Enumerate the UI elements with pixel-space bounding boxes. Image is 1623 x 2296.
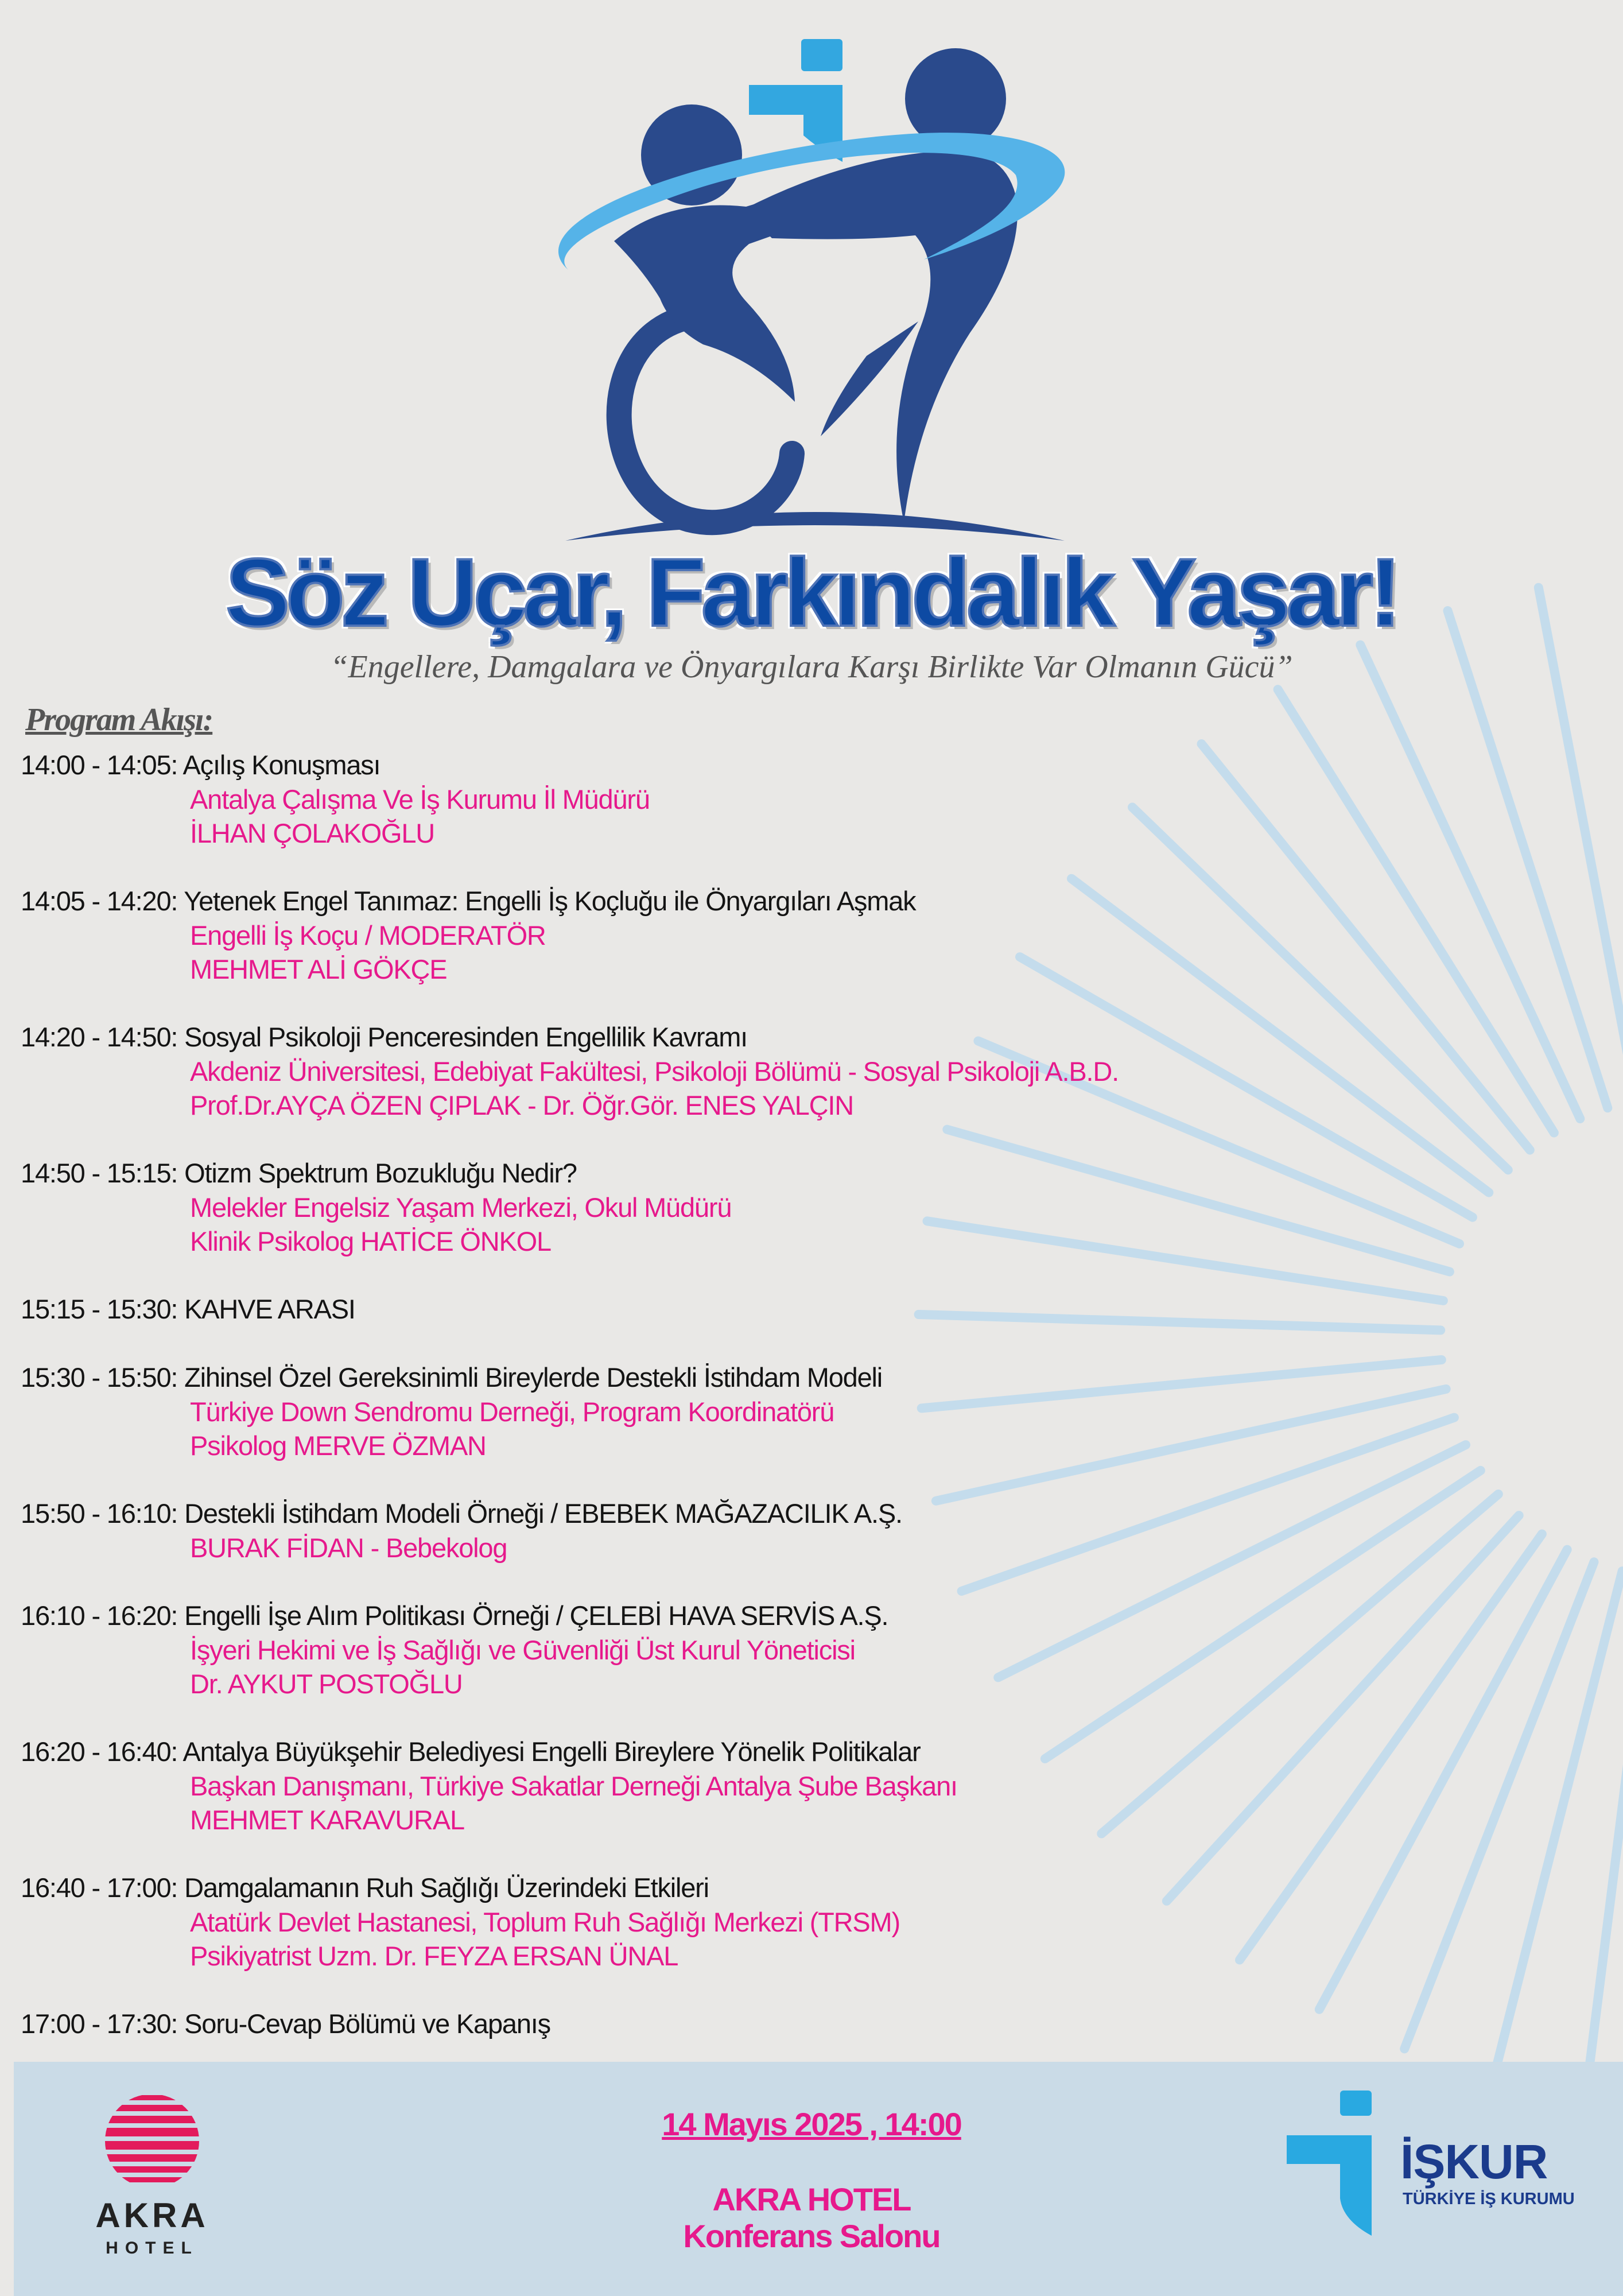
schedule-time: 16:10 - 16:20: — [21, 1600, 178, 1631]
schedule-item — [21, 1020, 1168, 1122]
schedule-title: Destekli İstihdam Modeli Örneği / EBEBEK MAĞAZACILIK A.Ş. — [184, 1498, 902, 1529]
schedule-speaker-line: Klinik Psikolog HATİCE ÖNKOL — [190, 1226, 551, 1256]
schedule-item-heading — [21, 1020, 1168, 1054]
sunburst-ray — [1167, 1515, 1519, 1901]
schedule-speaker-line: Psikiyatrist Uzm. Dr. FEYZA ERSAN ÜNAL — [190, 1941, 678, 1971]
schedule-speaker-line: Akdeniz Üniversitesi, Edebiyat Fakültesi, Psikoloji Bölümü - Sosyal Psikoloji A.B.D. — [190, 1056, 1119, 1087]
schedule-speaker-line: MEHMET KARAVURAL — [190, 1805, 464, 1835]
schedule-time: 15:30 - 15:50: — [21, 1362, 178, 1393]
venue-line-2: Konferans Salonu — [683, 2218, 940, 2254]
schedule-item — [21, 1735, 1168, 1837]
iskur-brand-sub: TÜRKİYE İŞ KURUMU — [1403, 2190, 1575, 2208]
schedule-item — [21, 884, 1168, 986]
schedule-item — [21, 1496, 1168, 1565]
program-heading: Program Akışı: — [25, 702, 213, 738]
schedule-item-heading — [21, 1156, 1168, 1190]
schedule-speaker-line: Prof.Dr.AYÇA ÖZEN ÇIPLAK - Dr. Öğr.Gör. ENES YALÇIN — [190, 1090, 853, 1120]
schedule-speaker-line: Melekler Engelsiz Yaşam Merkezi, Okul Müdürü — [190, 1192, 732, 1223]
schedule-item-heading — [21, 2007, 1168, 2041]
iskur-brand-name: İŞKUR — [1400, 2135, 1548, 2189]
event-logo — [517, 34, 1119, 563]
schedule-item-heading — [21, 884, 1168, 918]
schedule-speaker-line: Başkan Danışmanı, Türkiye Sakatlar Derneği Antalya Şube Başkanı — [190, 1771, 957, 1801]
schedule-time: 14:20 - 14:50: — [21, 1022, 178, 1052]
schedule-speaker-line: Dr. AYKUT POSTOĞLU — [190, 1669, 463, 1699]
schedule-speaker-line: İşyeri Hekimi ve İş Sağlığı ve Güvenliği Üst Kurul Yöneticisi — [190, 1635, 855, 1665]
schedule-time: 16:40 - 17:00: — [21, 1872, 178, 1903]
schedule-speaker-line: Antalya Çalışma Ve İş Kurumu İl Müdürü — [190, 784, 650, 815]
event-date-time: 14 Mayıs 2025 , 14:00 — [662, 2106, 961, 2142]
schedule-item — [21, 1292, 1168, 1327]
schedule-speaker-line: Atatürk Devlet Hastanesi, Toplum Ruh Sağlığı Merkezi (TRSM) — [190, 1907, 900, 1937]
schedule-speaker-line: Psikolog MERVE ÖZMAN — [190, 1430, 486, 1461]
schedule-speaker-line: Türkiye Down Sendromu Derneği, Program Koordinatörü — [190, 1397, 834, 1427]
schedule-item-heading — [21, 1360, 1168, 1395]
venue-line-1: AKRA HOTEL — [712, 2181, 911, 2217]
event-subtitle: “Engellere, Damgalara ve Önyargılara Karşı Birlikte Var Olmanın Gücü” — [330, 649, 1293, 685]
schedule-title: Açılış Konuşması — [183, 750, 380, 780]
schedule-speaker-line: Engelli İş Koçu / MODERATÖR — [190, 920, 546, 951]
schedule-item — [21, 748, 1168, 850]
program-schedule — [21, 748, 1168, 2075]
schedule-time: 14:05 - 14:20: — [21, 886, 178, 916]
schedule-title: Yetenek Engel Tanımaz: Engelli İş Koçluğu ile Önyargıları Aşmak — [184, 886, 916, 916]
schedule-title: Zihinsel Özel Gereksinimli Bireylerde Destekli İstihdam Modeli — [184, 1362, 883, 1393]
schedule-title: Sosyal Psikoloji Penceresinden Engellilik Kavramı — [184, 1022, 748, 1052]
schedule-title: Soru-Cevap Bölümü ve Kapanış — [184, 2008, 550, 2039]
schedule-item-heading — [21, 748, 1168, 782]
schedule-time: 14:50 - 15:15: — [21, 1158, 178, 1188]
schedule-item — [21, 2007, 1168, 2041]
schedule-item-heading — [21, 1871, 1168, 1905]
schedule-title: Otizm Spektrum Bozukluğu Nedir? — [184, 1158, 577, 1188]
akra-brand-sub: HOTEL — [106, 2239, 199, 2258]
schedule-time: 15:15 - 15:30: — [21, 1294, 178, 1324]
schedule-time: 16:20 - 16:40: — [21, 1736, 178, 1767]
iskur-logo-icon — [1286, 2089, 1383, 2236]
schedule-item-heading — [21, 1599, 1168, 1633]
schedule-speaker-line: BURAK FİDAN - Bebekolog — [190, 1533, 507, 1563]
schedule-time: 17:00 - 17:30: — [21, 2008, 178, 2039]
schedule-item — [21, 1871, 1168, 1973]
schedule-item — [21, 1599, 1168, 1701]
schedule-speaker-line: MEHMET ALİ GÖKÇE — [190, 954, 447, 984]
schedule-time: 14:00 - 14:05: — [21, 750, 178, 780]
schedule-title: Damgalamanın Ruh Sağlığı Üzerindeki Etkileri — [184, 1872, 709, 1903]
schedule-item-heading — [21, 1735, 1168, 1769]
schedule-item — [21, 1360, 1168, 1463]
schedule-item — [21, 1156, 1168, 1258]
schedule-time: 15:50 - 16:10: — [21, 1498, 178, 1529]
schedule-title: Engelli İşe Alım Politikası Örneği / ÇELEBİ HAVA SERVİS A.Ş. — [184, 1600, 888, 1631]
schedule-item-heading — [21, 1496, 1168, 1531]
akra-brand-name: AKRA — [95, 2196, 209, 2235]
schedule-speaker-line: İLHAN ÇOLAKOĞLU — [190, 818, 435, 848]
schedule-title: Antalya Büyükşehir Belediyesi Engelli Bireylere Yönelik Politikalar — [183, 1736, 921, 1767]
event-title: Söz Uçar, Farkındalık Yaşar! — [225, 538, 1398, 646]
schedule-title: KAHVE ARASI — [184, 1294, 355, 1324]
schedule-item-heading — [21, 1292, 1168, 1327]
sunburst-ray — [1132, 807, 1508, 1170]
